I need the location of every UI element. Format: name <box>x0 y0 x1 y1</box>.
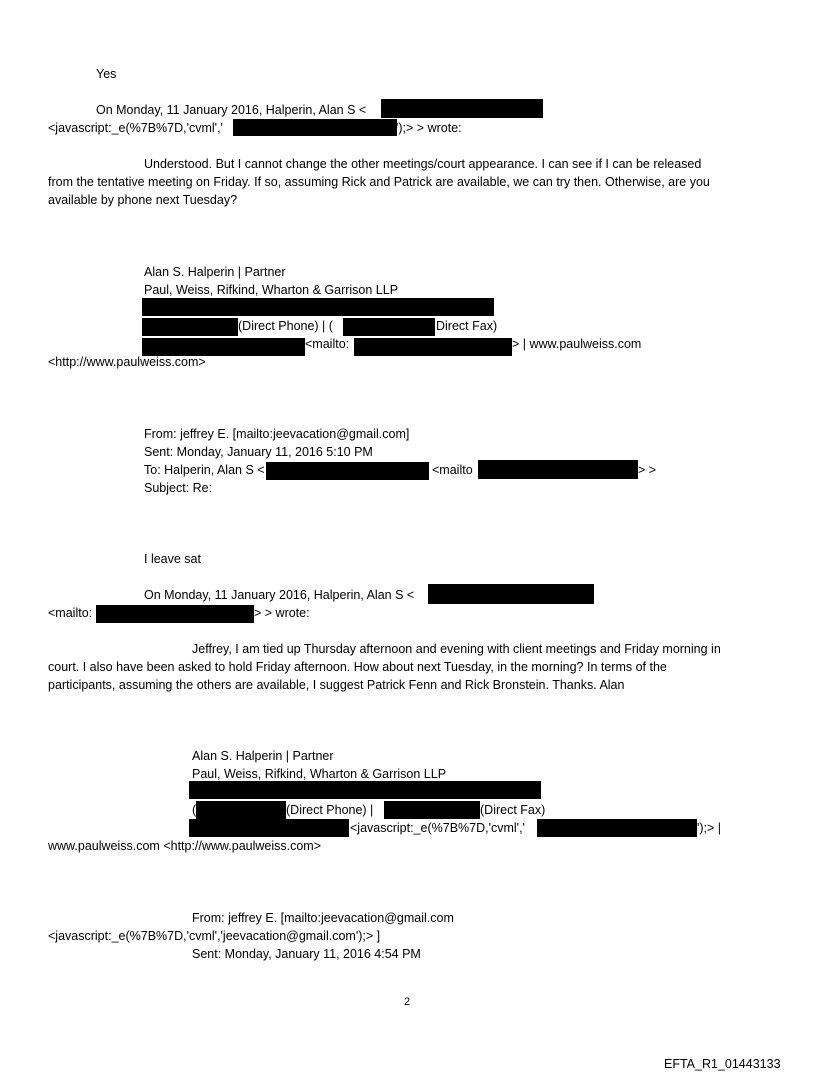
header-from: From: jeffrey E. [mailto:jeevacation@gmail.com] <box>144 427 410 441</box>
reply-text: Yes <box>96 67 117 81</box>
body-line: court. I also have been asked to hold Friday afternoon. How about next Tuesday, in the morning? In terms of the <box>48 660 667 674</box>
signature-phone-open: ( <box>192 803 197 817</box>
redaction-box <box>196 801 286 819</box>
header-to-end: > > <box>638 463 657 477</box>
body-line: Jeffrey, I am tied up Thursday afternoon and evening with client meetings and Friday morning in <box>192 642 721 656</box>
signature-firm: Paul, Weiss, Rifkind, Wharton & Garrison LLP <box>144 283 399 297</box>
quote-header-mailto: <mailto: <box>48 606 93 620</box>
reply-text: I leave sat <box>144 552 201 566</box>
signature-phone-label: (Direct Phone) | <box>286 803 374 817</box>
redaction-box <box>189 781 541 799</box>
header-to-mailto: <mailto <box>432 463 473 477</box>
signature-name: Alan S. Halperin | Partner <box>192 749 334 763</box>
signature-fax-label: (Direct Fax) <box>480 803 546 817</box>
redaction-box <box>266 462 429 480</box>
header-subject: Subject: Re: <box>144 481 213 495</box>
signature-website[interactable]: www.paulweiss.com <http://www.paulweiss.com> <box>48 839 322 853</box>
page-number: 2 <box>404 996 411 1008</box>
redaction-box <box>233 119 397 136</box>
header-sent: Sent: Monday, January 11, 2016 4:54 PM <box>192 947 421 961</box>
signature-js-end: ');> | <box>697 821 722 835</box>
header-to: To: Halperin, Alan S < <box>144 463 265 477</box>
redaction-box <box>96 605 254 623</box>
signature-js: <javascript:_e(%7B%7D,'cvml',' <box>350 821 525 835</box>
signature-website-link[interactable]: <http://www.paulweiss.com> <box>48 355 206 369</box>
signature-firm: Paul, Weiss, Rifkind, Wharton & Garrison LLP <box>192 767 447 781</box>
header-from: From: jeffrey E. [mailto:jeevacation@gmail.com <box>192 911 454 925</box>
signature-website[interactable]: > | www.paulweiss.com <box>512 337 642 351</box>
redaction-box <box>343 318 435 336</box>
redaction-box <box>537 819 697 837</box>
redaction-box <box>384 801 480 819</box>
body-line: Understood. But I cannot change the other meetings/court appearance. I can see if I can be released <box>144 157 702 171</box>
quote-header-line: On Monday, 11 January 2016, Halperin, Alan S < <box>96 103 367 117</box>
redaction-box <box>478 460 638 479</box>
signature-mailto: <mailto: <box>305 337 350 351</box>
redaction-box <box>381 99 543 118</box>
body-line: from the tentative meeting on Friday. If so, assuming Rick and Patrick are available, we can try then. Otherwise, are you <box>48 175 710 189</box>
bates-number: EFTA_R1_01443133 <box>664 1057 781 1071</box>
redaction-box <box>142 298 494 316</box>
quote-header-js: <javascript:_e(%7B%7D,'cvml',' <box>48 121 223 135</box>
signature-phone-label: (Direct Phone) | ( <box>238 319 333 333</box>
redaction-box <box>354 338 512 356</box>
redaction-box <box>189 819 349 837</box>
body-line: available by phone next Tuesday? <box>48 193 238 207</box>
quote-header-wrote: ');> > wrote: <box>396 121 462 135</box>
signature-name: Alan S. Halperin | Partner <box>144 265 286 279</box>
quote-header-line: On Monday, 11 January 2016, Halperin, Alan S < <box>144 588 415 602</box>
header-sent: Sent: Monday, January 11, 2016 5:10 PM <box>144 445 373 459</box>
body-line: participants, assuming the others are available, I suggest Patrick Fenn and Rick Bronstein. Thanks. Alan <box>48 678 625 692</box>
redaction-box <box>428 584 594 604</box>
header-from-js: <javascript:_e(%7B%7D,'cvml','jeevacation@gmail.com');> ] <box>48 929 381 943</box>
signature-fax-label: Direct Fax) <box>436 319 498 333</box>
redaction-box <box>142 318 238 336</box>
quote-header-wrote: > > wrote: <box>254 606 310 620</box>
